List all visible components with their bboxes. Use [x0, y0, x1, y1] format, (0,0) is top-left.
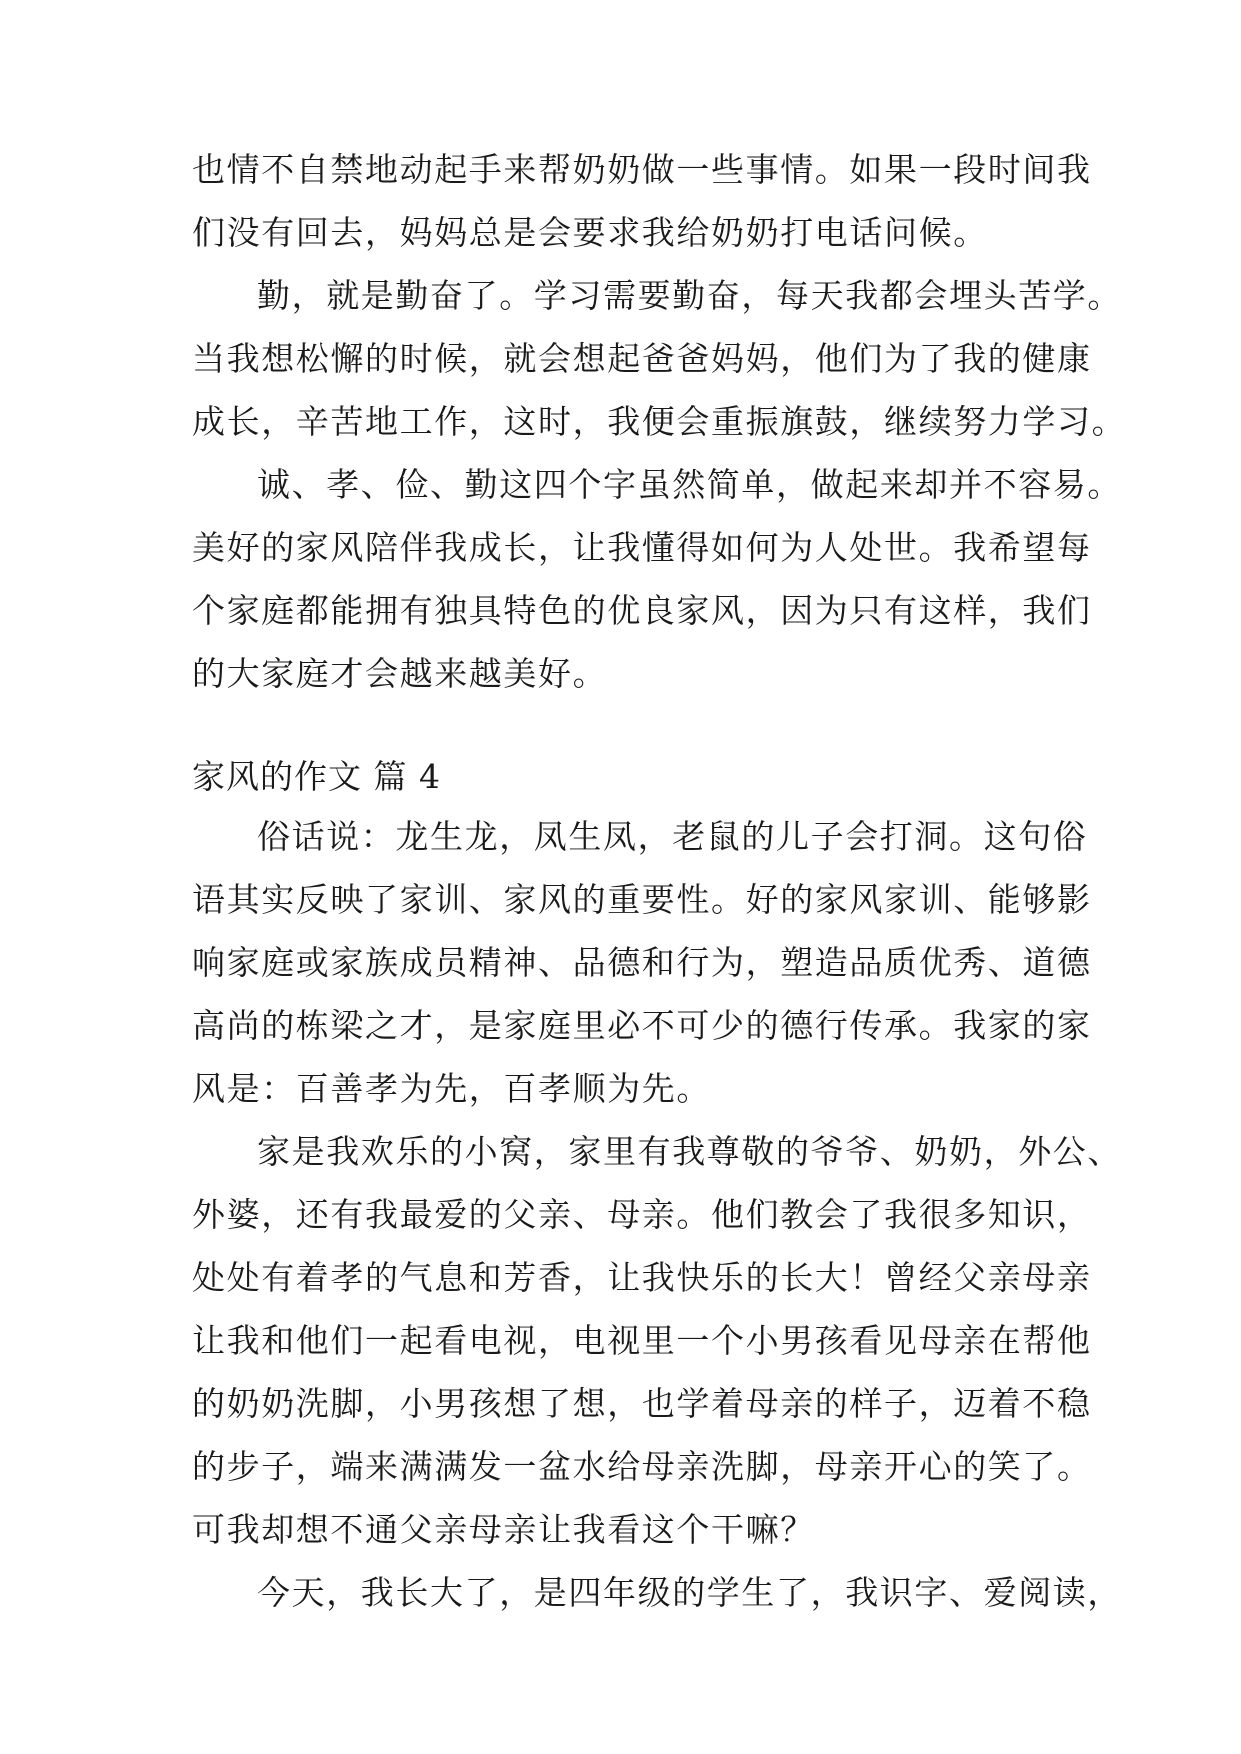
text-line: 处处有着孝的气息和芳香，让我快乐的长大！曾经父亲母亲: [192, 1258, 1092, 1297]
text-line: 语其实反映了家训、家风的重要性。好的家风家训、能够影: [192, 880, 1092, 919]
text-line: 也情不自禁地动起手来帮奶奶做一些事情。如果一段时间我: [192, 150, 1092, 189]
text-line: 成长，辛苦地工作，这时，我便会重振旗鼓，继续努力学习。: [192, 402, 1127, 441]
paragraph-start-line: 家是我欢乐的小窝，家里有我尊敬的爷爷、奶奶，外公、: [257, 1132, 1122, 1171]
paragraph-start-line: 今天，我长大了，是四年级的学生了，我识字、爱阅读，: [257, 1573, 1122, 1612]
text-line: 风是：百善孝为先，百孝顺为先。: [192, 1069, 711, 1108]
text-line: 外婆，还有我最爱的父亲、母亲。他们教会了我很多知识，: [192, 1195, 1092, 1234]
text-line: 当我想松懈的时候，就会想起爸爸妈妈，他们为了我的健康: [192, 339, 1092, 378]
section-heading: 家风的作文 篇 4: [192, 757, 441, 796]
text-line: 们没有回去，妈妈总是会要求我给奶奶打电话问候。: [192, 213, 988, 252]
paragraph-start-line: 俗话说：龙生龙，凤生凤，老鼠的儿子会打洞。这句俗: [257, 817, 1088, 856]
text-line: 让我和他们一起看电视，电视里一个小男孩看见母亲在帮他: [192, 1321, 1092, 1360]
paragraph-start-line: 勤，就是勤奋了。学习需要勤奋，每天我都会埋头苦学。: [257, 276, 1122, 315]
text-line: 可我却想不通父亲母亲让我看这个干嘛？: [192, 1510, 815, 1549]
text-line: 的大家庭才会越来越美好。: [192, 654, 608, 693]
text-line: 美好的家风陪伴我成长，让我懂得如何为人处世。我希望每: [192, 528, 1092, 567]
paragraph-start-line: 诚、孝、俭、勤这四个字虽然简单，做起来却并不容易。: [257, 465, 1122, 504]
text-line: 个家庭都能拥有独具特色的优良家风，因为只有这样，我们: [192, 591, 1092, 630]
text-line: 的步子，端来满满发一盆水给母亲洗脚，母亲开心的笑了。: [192, 1447, 1092, 1486]
text-line: 响家庭或家族成员精神、品德和行为，塑造品质优秀、道德: [192, 943, 1092, 982]
text-line: 的奶奶洗脚，小男孩想了想，也学着母亲的样子，迈着不稳: [192, 1384, 1092, 1423]
text-line: 高尚的栋梁之才，是家庭里必不可少的德行传承。我家的家: [192, 1006, 1092, 1045]
